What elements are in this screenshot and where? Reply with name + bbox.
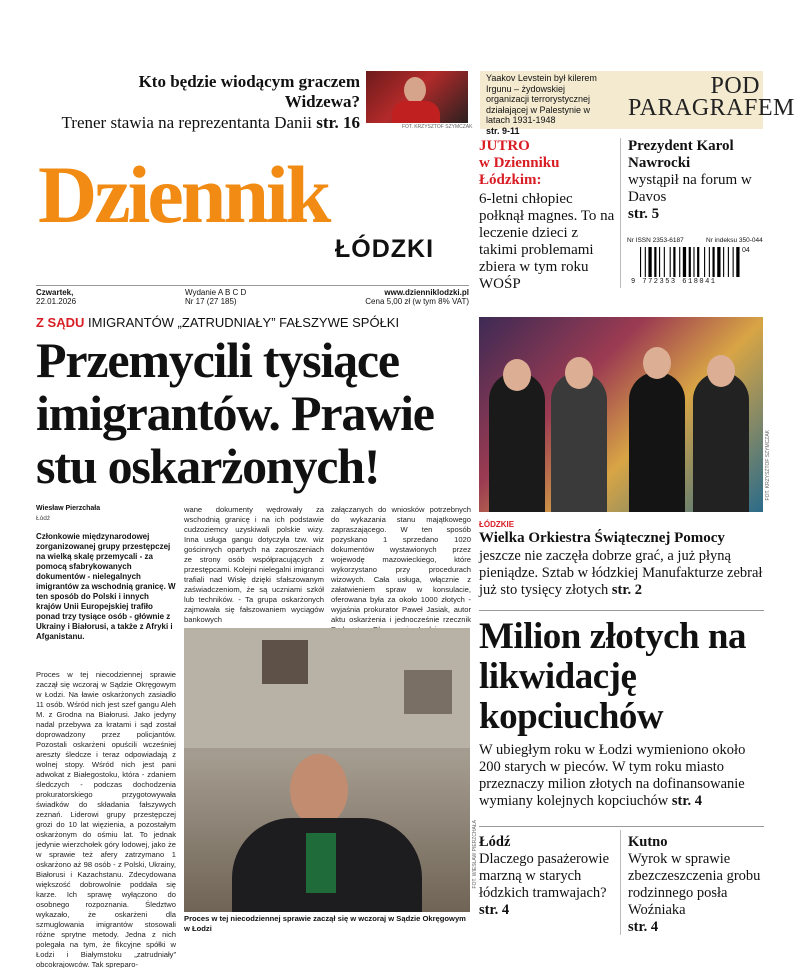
byline-location: Łódź (36, 515, 51, 522)
prezydent-teaser[interactable] (628, 138, 768, 223)
lodz-teaser[interactable] (479, 834, 617, 919)
kopciuchy-page: str. 4 (671, 793, 702, 809)
barcode-bar (717, 247, 720, 277)
barcode-bar (664, 247, 665, 277)
byline: Wiesław Pierzchała (36, 505, 101, 512)
kicker-text: IMIGRANTÓW „ZATRUDNIAŁY” FAŁSZYWE SPÓŁKI (88, 315, 400, 330)
main-lead: Członkowie międzynarodowej zorganizowanej grupy przestępczej na wielką skalę przemycali - za pomocą sfabrykowanych dokumentów - nielegalnych imigrantów za wschodnią granicę. W ten sposób do Polski i innych krajów Unii Europejskiej trafiło ponad trzy tysiące osób - głównie z Ukrainy i Białorusi, a także z Afryki i Afganistanu. (36, 532, 176, 641)
site-url[interactable]: www.dzienniklodzki.pl (384, 288, 469, 297)
kutno-page: str. 4 (628, 919, 659, 935)
photo-credit: FOT. KRZYSZTOF SZYMCZAK (765, 430, 771, 501)
main-body-col3: załączanych do wniosków potrzebnych do wykazania stanu majątkowego zapraszającego. W ten sposób pozyskano 1 sprzedano 1020 dokumentów wystawionych przez wojewodę mazowieckiego, które wykorzystano przy procedurach wizowych. Cała usługa, włącznie z załatwieniem spraw w konsulacie, oferowana była za około 1000 złotych - wyjaśnia prokurator Paweł Jasiak, autor aktu oskarżenia i jednocześnie rzecznik (331, 505, 471, 624)
dateline-site (300, 288, 469, 306)
barcode-bar (723, 247, 724, 277)
prezydent-text: wystąpił na forum w Davos (628, 172, 752, 205)
barcode-bar (709, 247, 710, 277)
barcode-bar (736, 247, 739, 277)
masthead-logo[interactable]: Dziennik (38, 149, 329, 240)
lodz-text: Dlaczego pasażerowie marzną w starych łódzkich tramwajach? (479, 851, 610, 901)
teaser-widzew-headline: Kto będzie wiodącym graczem Widzewa? (138, 72, 360, 111)
jutro-teaser[interactable] (479, 138, 619, 293)
jutro-text: 6-letni chłopiec połknął magnes. To na leczenie dzieci z takimi problemami zbiera w tym roku WOŚP (479, 191, 615, 292)
barcode-bar (673, 247, 675, 277)
widzew-player-photo (366, 71, 468, 123)
barcode-bar (704, 247, 705, 277)
teaser-widzew-page: str. 16 (316, 113, 360, 132)
barcode-bar (693, 247, 694, 277)
kutno-teaser[interactable] (628, 834, 768, 936)
kutno-text: Wyrok w sprawie zbezczeszczenia grobu rodzinnego posła Woźniaka (628, 851, 761, 918)
pod-paragrafem-logo: POD PARAGRAFEM (628, 73, 795, 121)
barcode-bar (728, 247, 729, 277)
wosp-photo (479, 317, 763, 512)
photo-credit: FOT. KRZYSZTOF SZYMCZAK (402, 124, 473, 130)
price: Cena 5,00 zł (w tym 8% VAT) (365, 297, 469, 306)
kutno-city: Kutno (628, 834, 668, 850)
wosp-tag: ŁÓDZKIE (479, 520, 515, 529)
main-body-col2: wane dokumenty wędrowały za wschodnią granicę i na ich podstawie cudzoziemcy uzyskiwali polskie wizy. Inna usługa gangu dotyczyła tzw. wiz gościnnych opartych na zaproszeniach ze strony osób współpracujących z przestępcami. Kolejni nielegalni imigranci trafiali nad Wisłę dzięki sfałszowanym zaświadczeniom, że są uczniami szkół lub techników. - Ta grupa oskarżonych zajmowała się fałszowaniem wyciągów bankowych (184, 505, 324, 624)
barcode-bar (654, 247, 656, 277)
prezydent-page: str. 5 (628, 206, 660, 222)
issn-label: Nr ISSN 2353-6187 (627, 237, 684, 244)
barcode-bar (648, 247, 651, 277)
barcode-bar (640, 247, 641, 277)
photo-credit: FOT. WIESŁAW PIERZCHAŁA (472, 820, 478, 889)
barcode-bar (683, 247, 686, 277)
court-photo (184, 628, 470, 912)
pod-paragrafem-text: Yaakov Levstein był kilerem Irgunu – żydowskiej organizacji terrorystycznej działającej w Palestynie w latach 1931-1948 str. 9-11 (486, 73, 597, 136)
kicker-tag: Z SĄDU (36, 315, 85, 330)
wosp-headline[interactable]: Wielka Orkiestra Świątecznej Pomocy (479, 530, 725, 546)
divider (36, 285, 469, 286)
barcode-bar (689, 247, 691, 277)
barcode-digits: 9 772353 618041 (631, 278, 717, 286)
court-photo-caption: Proces w tej niecodziennej sprawie zaczął się w wczoraj w Sądzie Okręgowym w Łodzi (184, 914, 466, 933)
lodz-city: Łódź (479, 834, 511, 850)
wosp-page: str. 2 (611, 582, 642, 598)
lodz-page: str. 4 (479, 902, 510, 918)
teaser-widzew[interactable] (60, 72, 360, 133)
teaser-widzew-text: Trener stawia na reprezentanta Danii str. 16 (61, 113, 360, 132)
divider (479, 610, 764, 611)
main-kicker (36, 315, 399, 330)
barcode-bar (679, 247, 680, 277)
main-headline[interactable]: Przemycili tysiące imigrantów. Prawie stu oskarżonych! (36, 332, 434, 494)
pod-paragrafem-page: str. 9-11 (486, 125, 520, 136)
kopciuchy-text: W ubiegłym roku w Łodzi wymieniono około 200 starych w pieców. W tym roku miasto przeznaczy milion złotych na dofinansowanie wymiany kolejnych kopciuchów str. 4 (479, 742, 746, 809)
barcode-bar (670, 247, 671, 277)
divider (620, 138, 621, 288)
dateline-date: Czwartek, 22.01.2026 (36, 288, 77, 306)
wosp-text: jeszcze nie zaczęła dobrze grać, a już płyną pieniądze. Sztab w łódzkiej Manufakturze zebrał już sto tysięcy złotych str. 2 (479, 548, 763, 598)
barcode-bar (659, 247, 660, 277)
prezydent-headline: Prezydent Karol Nawrocki (628, 138, 734, 171)
barcode-bar (645, 247, 646, 277)
indeks-label: Nr indeksu 350-044 (706, 237, 763, 244)
divider (620, 830, 621, 935)
kopciuchy-headline[interactable]: Milion złotych na likwidację kopciuchów (479, 616, 746, 737)
barcode-suffix: 04 (742, 247, 750, 254)
barcode-bar (733, 247, 734, 277)
barcode-bar (697, 247, 699, 277)
jutro-label: JUTRO w Dzienniku Łódzkim: (479, 138, 560, 188)
divider (479, 826, 764, 827)
masthead-subtitle: ŁÓDZKI (335, 235, 435, 263)
barcode-bar (712, 247, 714, 277)
main-body-col1: Proces w tej niecodziennej sprawie zaczął się wczoraj w Sądzie Okręgowym w Łodzi. Na ławie oskarżonych zasiadło 11 osób. Wśród nich jest szef gangu Aleh M. z Grodna na Białorusi. Jako jedyny nadal przebywa za kratami i sąd został doprowadzony przez policjantów. Pozostali oskarżeni opuścili wcześniej areszty śledcze i teraz odpowiadają z wolnej stopy. Wśród nich jest pani adwokat z Białegostoku, która - zdaniem śledczych - podczas dochodzenia prokuratorskiego przygotowywała świadków do składania fałszywych zeznań. Liderowi grupy przestępczej grozi do 10 lat więzienia, a pozostałym oskarżonym do ośmiu lat. To jednak jedynie wierzchołek góry lodowej, jako że w sprawie też afery zatrzymano 1 oskarżono aż 98 osób - z Polski, Ukrainy, Białorusi i Kazachstanu. Zdecydowana większość dobrowolnie poddała się karze. Ich sprawę wyłączono do osobnego rozpoznania. Śledztwo wykazało, że oskarżeni dla szmuglowania imigrantów stosowali różne sprytne metody. Jedna z nich polegała na tym, że fikcyjne spółki w Łodzi i Białymstoku „zatrudniały” obcokrajowców. Tak spreparo- (36, 670, 176, 968)
dateline-edition: Wydanie A B C D Nr 17 (27 185) (185, 288, 247, 306)
